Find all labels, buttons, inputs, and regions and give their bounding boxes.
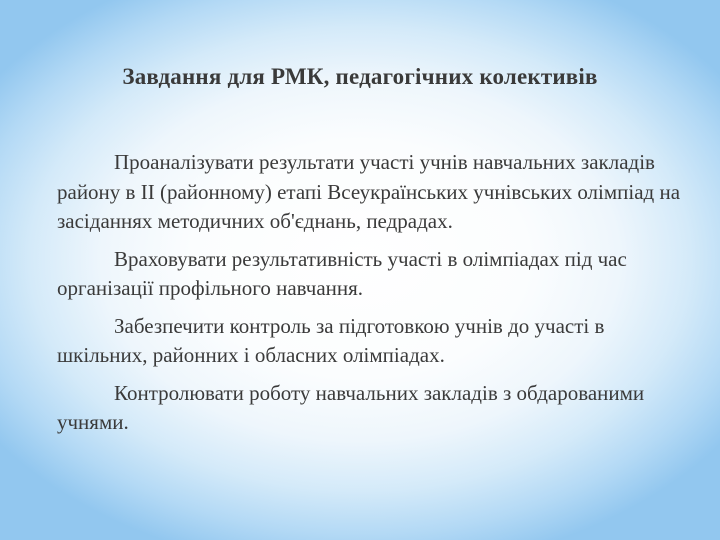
paragraph-gifted-students: Контролювати роботу навчальних закладів з обдарованими учнями. xyxy=(57,380,645,434)
slide-title: Завдання для РМК, педагогічних колективів xyxy=(122,64,598,89)
paragraph-analyze-results: Проаналізувати результати участі учнів навчальних закладів району в ІІ (районному) етапі Всеукраїнських учнівських олімпіад на засіданнях методичних об'єднань, педрадах. xyxy=(57,150,681,233)
paragraph-preparation-control: Забезпечити контроль за підготовкою учнів до участі в шкільних, районних і обласних олімпіадах. xyxy=(57,313,605,367)
paragraph-profile-education: Враховувати результативність участі в олімпіадах під час організації профільного навчання. xyxy=(57,246,627,300)
slide-body xyxy=(57,148,687,446)
